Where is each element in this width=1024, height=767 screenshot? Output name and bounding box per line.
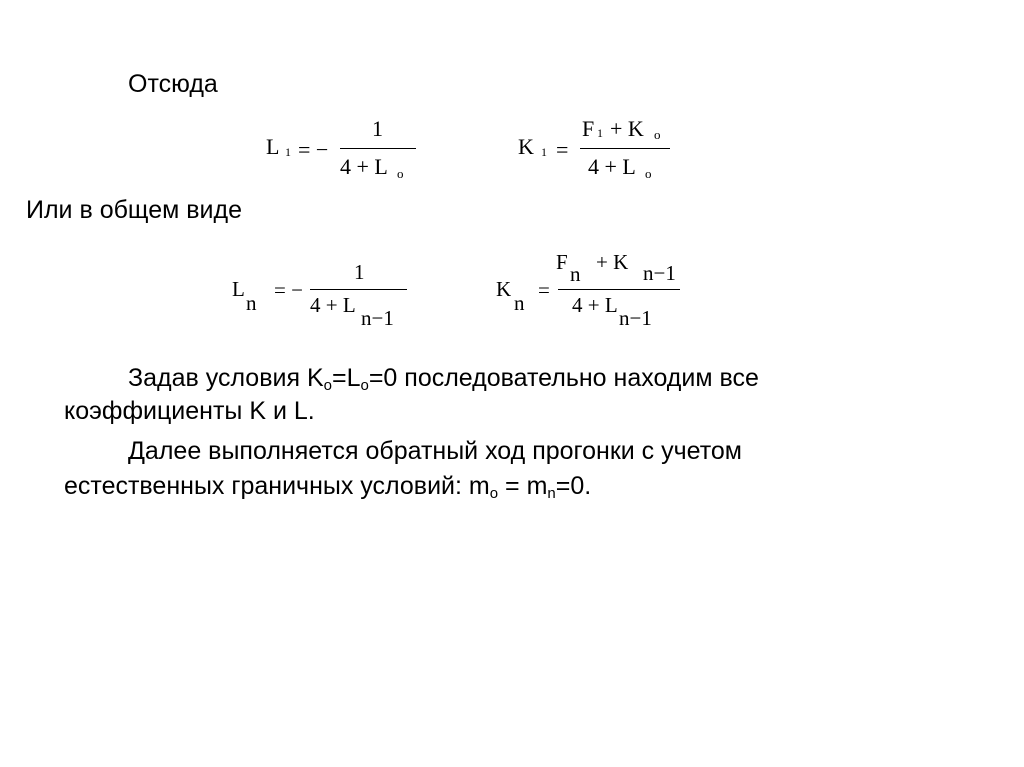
- formula-numerator-k-sub: o: [654, 127, 661, 142]
- paragraph-conditions-line2: коэффициенты K и L.: [64, 397, 315, 425]
- formula-denominator: 4 + L: [340, 154, 388, 179]
- formula-numerator: 1: [372, 116, 383, 141]
- paragraph-conditions-line1: [128, 362, 759, 395]
- m-subscript-o: o: [489, 485, 499, 502]
- formula-numerator-k: + K: [596, 250, 629, 274]
- formula-denominator: 4 + L: [588, 154, 636, 179]
- formula-lhs: K: [518, 134, 534, 159]
- formula-denominator-sub: n−1: [361, 306, 394, 330]
- formula-lhs-sub: 1: [541, 145, 547, 159]
- formula-numerator-f-sub: 1: [597, 126, 603, 140]
- formula-k1: [516, 115, 686, 190]
- formula-eq: =: [538, 278, 550, 302]
- formula-lhs-sub: n: [514, 291, 525, 315]
- paragraph-backsweep-line2: [64, 470, 591, 503]
- formula-eq: =: [556, 137, 569, 162]
- paragraph-conditions-text-b: =L: [331, 364, 361, 392]
- formula-numerator: 1: [354, 260, 365, 284]
- formula-eq: = −: [274, 278, 303, 302]
- formula-denominator-sub: o: [645, 166, 652, 181]
- fraction-bar: [558, 289, 680, 290]
- formula-numerator-k: + K: [610, 116, 644, 141]
- formula-lhs: L: [232, 277, 245, 301]
- paragraph-backsweep-line1: Далее выполняется обратный ход прогонки с учетом: [128, 437, 742, 465]
- formula-l1: [262, 115, 422, 190]
- formula-denominator-sub: o: [397, 166, 404, 181]
- formula-denominator: 4 + L: [310, 293, 356, 317]
- paragraph-backsweep-text-a: естественных граничных условий: m: [64, 472, 490, 500]
- fraction-bar: [310, 289, 407, 290]
- l-subscript: o: [360, 377, 369, 394]
- fraction-bar: [580, 148, 670, 149]
- m-subscript-n: n: [547, 485, 556, 502]
- formula-kn: [494, 250, 694, 334]
- formula-numerator-f: F: [582, 116, 595, 141]
- formula-lhs-sub: n: [246, 291, 257, 315]
- formula-denominator-sub: n−1: [619, 306, 652, 330]
- formula-lhs-sub: 1: [285, 145, 291, 159]
- formula-numerator-f-sub: n: [570, 262, 581, 286]
- k-subscript: o: [323, 377, 332, 394]
- general-form-text: Или в общем виде: [26, 196, 242, 224]
- paragraph-backsweep-text-b: = m: [498, 472, 548, 500]
- formula-ln: [230, 258, 420, 334]
- fraction-bar: [340, 148, 416, 149]
- formula-eq: = −: [298, 137, 329, 162]
- paragraph-backsweep-text-c: =0.: [555, 472, 592, 500]
- paragraph-conditions-text-a: Задав условия K: [128, 364, 324, 392]
- formula-denominator: 4 + L: [572, 293, 618, 317]
- formula-numerator-f: F: [556, 250, 568, 274]
- intro-text: Отсюда: [128, 70, 218, 98]
- formula-lhs: K: [496, 277, 512, 301]
- paragraph-conditions-text-c: =0 последовательно находим все: [368, 364, 759, 392]
- formula-numerator-k-sub: n−1: [643, 261, 676, 285]
- formula-lhs: L: [266, 134, 280, 159]
